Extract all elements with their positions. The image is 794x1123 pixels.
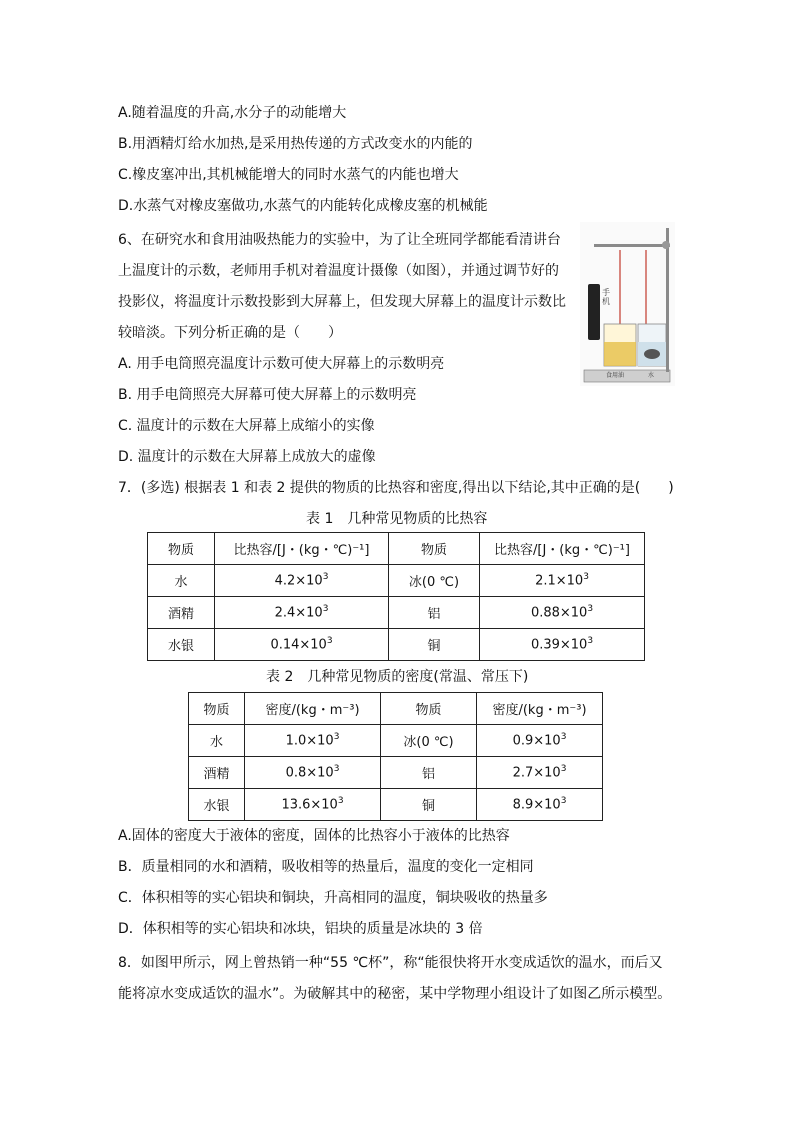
table-cell: $0.8\times 10^3$	[245, 757, 381, 789]
oil-label: 食用油	[606, 372, 625, 379]
table-cell: 水银	[148, 629, 215, 661]
table-cell: $0.88\times 10^3$	[480, 597, 645, 629]
phone-label: 手机	[602, 288, 610, 306]
table-cell: 铝	[381, 757, 477, 789]
table-cell: $1.0\times 10^3$	[245, 725, 381, 757]
table-cell: 水	[189, 725, 245, 757]
table-cell: 水银	[189, 789, 245, 821]
table-row	[189, 789, 603, 821]
table1-caption: 表 1 几种常见物质的比热容	[306, 511, 488, 527]
table-cell: $8.9\times 10^3$	[477, 789, 603, 821]
table-row	[189, 757, 603, 789]
q5-option-c: C.橡皮塞冲出,其机械能增大的同时水蒸气的内能也增大	[118, 167, 459, 183]
table-row	[189, 725, 603, 757]
table1-header: 比热容/[J・(kg・℃)⁻¹]	[480, 533, 645, 565]
q7-option-a: A.固体的密度大于液体的密度，固体的比热容小于液体的比热容	[118, 828, 510, 844]
table2-header: 密度/(kg・m⁻³)	[477, 693, 603, 725]
table1-header: 比热容/[J・(kg・℃)⁻¹]	[215, 533, 389, 565]
q6-option-a: A. 用手电筒照亮温度计示数可使大屏幕上的示数明亮	[118, 356, 445, 372]
q6-stem-line-4: 较暗淡。下列分析正确的是（ ）	[118, 325, 342, 341]
q5-option-d: D.水蒸气对橡皮塞做功,水蒸气的内能转化成橡皮塞的机械能	[118, 198, 488, 214]
table1-header: 物质	[389, 533, 480, 565]
table2-caption: 表 2 几种常见物质的密度(常温、常压下)	[266, 669, 529, 685]
q8-line-2: 能将凉水变成适饮的温水”。为破解其中的秘密，某中学物理小组设计了如图乙所示模型。	[118, 986, 672, 1002]
table-cell: 水	[148, 565, 215, 597]
table-cell: 冰(0 ℃)	[389, 565, 480, 597]
q6-option-c: C. 温度计的示数在大屏幕上成缩小的实像	[118, 418, 375, 434]
q6-option-b: B. 用手电筒照亮大屏幕可使大屏幕上的示数明亮	[118, 387, 417, 403]
q6-option-d: D. 温度计的示数在大屏幕上成放大的虚像	[118, 449, 376, 465]
table-row	[148, 629, 645, 661]
table-cell: 铜	[389, 629, 480, 661]
q7-option-b: B．质量相同的水和酒精，吸收相等的热量后，温度的变化一定相同	[118, 859, 534, 875]
q7-stem: 7．(多选) 根据表 1 和表 2 提供的物质的比热容和密度,得出以下结论,其中正确的是( )	[118, 480, 674, 496]
table-cell: 冰(0 ℃)	[381, 725, 477, 757]
table-cell: 酒精	[148, 597, 215, 629]
experiment-figure	[580, 222, 675, 386]
table2-header-row	[189, 693, 603, 725]
table-row	[148, 565, 645, 597]
table2-header: 密度/(kg・m⁻³)	[245, 693, 381, 725]
table-row	[148, 597, 645, 629]
table-cell: $2.7\times 10^3$	[477, 757, 603, 789]
q7-option-d: D．体积相等的实心铝块和冰块，铝块的质量是冰块的 3 倍	[118, 921, 483, 937]
table-cell: $0.9\times 10^3$	[477, 725, 603, 757]
water-label: 水	[648, 372, 655, 379]
table2	[188, 692, 603, 821]
table1-header-row	[148, 533, 645, 565]
table2-header: 物质	[189, 693, 245, 725]
q5-option-a: A.随着温度的升高,水分子的动能增大	[118, 105, 347, 121]
table-cell: 酒精	[189, 757, 245, 789]
q5-option-b: B.用酒精灯给水加热,是采用热传递的方式改变水的内能的	[118, 136, 473, 152]
q6-stem-line-3: 投影仪，将温度计示数投影到大屏幕上，但发现大屏幕上的温度计示数比	[118, 294, 566, 310]
table1-header: 物质	[148, 533, 215, 565]
table-cell: 铝	[389, 597, 480, 629]
q6-stem-line-2: 上温度计的示数，老师用手机对着温度计摄像（如图），并通过调节好的	[118, 263, 559, 279]
table2-header: 物质	[381, 693, 477, 725]
table-cell: $0.14\times 10^3$	[215, 629, 389, 661]
table1	[147, 532, 645, 661]
table-cell: $4.2\times 10^3$	[215, 565, 389, 597]
q7-option-c: C．体积相等的实心铝块和铜块，升高相同的温度，铜块吸收的热量多	[118, 890, 548, 906]
table-cell: $13.6\times 10^3$	[245, 789, 381, 821]
table-cell: $0.39\times 10^3$	[480, 629, 645, 661]
table-cell: $2.1\times 10^3$	[480, 565, 645, 597]
table-cell: 铜	[381, 789, 477, 821]
q8-line-1: 8．如图甲所示，网上曾热销一种“55 ℃杯”，称“能很快将开水变成适饮的温水，而后又	[118, 955, 663, 971]
q6-stem-line-1: 6、在研究水和食用油吸热能力的实验中，为了让全班同学都能看清讲台	[118, 232, 561, 248]
table-cell: $2.4\times 10^3$	[215, 597, 389, 629]
